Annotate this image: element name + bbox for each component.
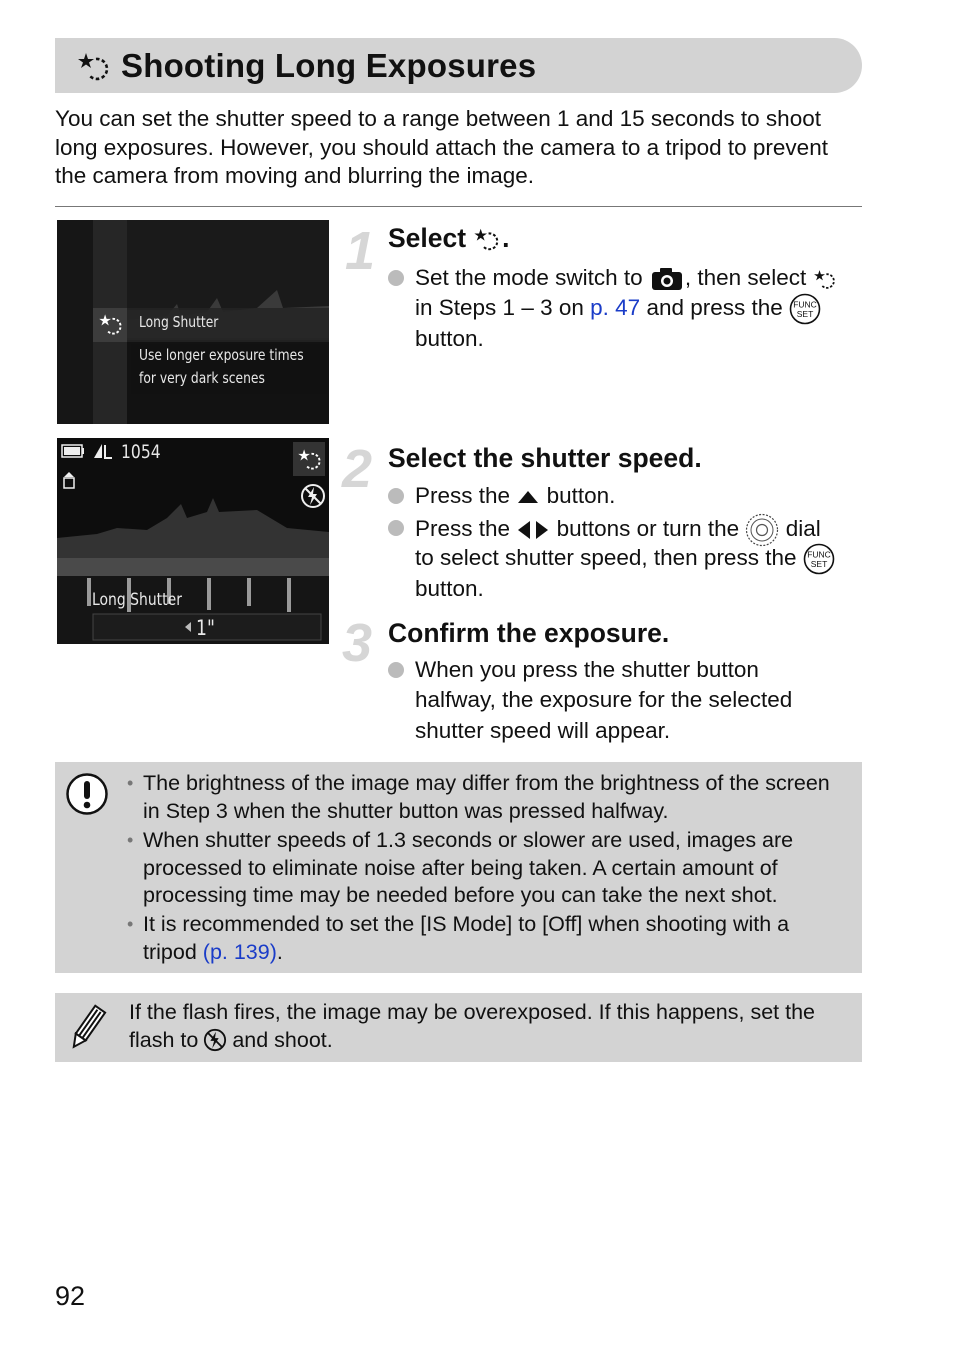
instruction-line [415, 481, 615, 512]
memo-text-part: and shoot. [232, 1027, 333, 1052]
step-instruction [388, 655, 868, 747]
camera-screen-menu [57, 220, 329, 424]
step-title [388, 223, 509, 254]
page-number: 92 [55, 1281, 86, 1311]
caution-line: The brightness of the image may differ from the brightness of the screen [143, 771, 830, 795]
long-exposure-mode-icon [75, 51, 113, 81]
svg-text:FUNC: FUNC [793, 299, 817, 310]
long-exposure-mode-icon [97, 311, 125, 337]
bullet-dot [388, 520, 404, 536]
long-exposure-mode-icon [812, 268, 838, 290]
instruction-line: shutter speed will appear. [415, 718, 671, 743]
caution-line: in Step 3 when the shutter button was pressed halfway. [143, 798, 669, 823]
section-title-bar [55, 38, 862, 93]
camera-screen-shooting [57, 438, 329, 644]
svg-text:SET: SET [796, 309, 814, 320]
camera-mode-icon [651, 267, 683, 291]
memo-box [55, 993, 862, 1062]
bullet: • [127, 914, 134, 934]
func-set-button-icon [789, 293, 821, 325]
bullet: • [127, 830, 134, 850]
shots-remaining: 1054 [121, 441, 161, 463]
intro-paragraph: You can set the shutter speed to a range between 1 and 15 seconds to shoot long exposures. However, you should attach the camera to a tripod to prevent the camera from moving and blurring the image. [55, 106, 828, 188]
bullet-dot [388, 662, 404, 678]
instruction-text: Press the [415, 515, 511, 541]
instruction-text: , then select [684, 265, 807, 290]
flash-off-icon [300, 483, 326, 509]
instruction-text: Press the [415, 483, 511, 508]
long-exposure-mode-icon [472, 226, 502, 252]
memo-text [129, 999, 815, 1054]
control-dial-icon [745, 513, 779, 547]
night-city-image [57, 438, 329, 644]
step-number: 1 [345, 221, 376, 281]
mode-label: Long Shutter [92, 590, 182, 610]
step-instruction [388, 263, 868, 363]
battery-icon [61, 444, 85, 458]
instruction-line [415, 293, 821, 325]
menu-item-label: Long Shutter [139, 313, 219, 331]
caution-line: processing time may be needed before you can take the next shot. [143, 883, 778, 907]
step-instruction [388, 481, 868, 511]
shutter-value: 1" [196, 616, 215, 640]
step-number: 3 [342, 613, 373, 673]
left-arrow-icon [184, 621, 192, 633]
pencil-icon [67, 1003, 107, 1053]
caution-icon [65, 772, 109, 816]
caution-line: It is recommended to set the [IS Mode] to [Off] when shooting with a [143, 912, 790, 936]
caution-line [143, 939, 789, 967]
instruction-text: to select shutter speed, then press the [415, 545, 797, 570]
memo-line [129, 1027, 815, 1055]
step-title: Select the shutter speed. [388, 443, 702, 473]
instruction-line [415, 263, 838, 294]
self-timer-icon [62, 471, 76, 489]
instruction-text: Set the mode switch to [415, 265, 643, 290]
page-link[interactable]: (p. 139) [202, 939, 277, 964]
memo-line: If the flash fires, the image may be overexposed. If this happens, set the [129, 1000, 815, 1024]
memo-text-part: flash to [129, 1027, 199, 1052]
caution-line: processed to eliminate noise after being taken. A certain amount of [143, 855, 778, 880]
step-instruction [388, 513, 868, 605]
instruction-line [415, 513, 821, 547]
menu-description-line: Use longer exposure times [139, 346, 304, 364]
flash-off-icon [203, 1028, 227, 1052]
caution-line: When shutter speeds of 1.3 seconds or slower are used, images are [143, 828, 794, 852]
step-number: 2 [342, 439, 373, 499]
page-title: Shooting Long Exposures [121, 46, 537, 84]
svg-text:FUNC: FUNC [806, 549, 831, 560]
caution-item [127, 911, 790, 966]
bullet: • [127, 773, 134, 793]
caution-item [127, 827, 794, 910]
long-exposure-mode-icon [296, 445, 324, 473]
instruction-line: halfway, the exposure for the selected [415, 687, 793, 712]
instruction-text: and press the [646, 295, 783, 320]
instruction-text: buttons or turn the [556, 515, 740, 541]
step-title-end: . [502, 223, 510, 253]
instruction-line [415, 543, 835, 575]
instruction-text: button. [546, 483, 616, 508]
func-set-button-icon [803, 543, 835, 575]
image-size-icon [93, 443, 113, 459]
instruction-line: When you press the shutter button [415, 657, 759, 682]
svg-text:SET: SET [810, 559, 828, 570]
page-link[interactable]: p. 47 [590, 295, 641, 320]
divider [55, 206, 862, 207]
left-right-arrows-icon [516, 519, 550, 541]
instruction-line: button. [415, 326, 484, 351]
instruction-text: dial [785, 515, 821, 541]
instruction-text: in Steps 1 – 3 on [415, 295, 584, 320]
step-title-text: Select [388, 223, 467, 253]
instruction-line: button. [415, 576, 484, 601]
menu-description-line: for very dark scenes [139, 369, 265, 387]
caution-box [55, 762, 862, 973]
step-title: Confirm the exposure. [388, 618, 670, 648]
caution-text: tripod [143, 939, 197, 964]
caution-text: . [276, 939, 283, 964]
bullet-dot [388, 270, 404, 286]
caution-item [127, 770, 830, 825]
bullet-dot [388, 488, 404, 504]
up-arrow-icon [516, 489, 540, 505]
